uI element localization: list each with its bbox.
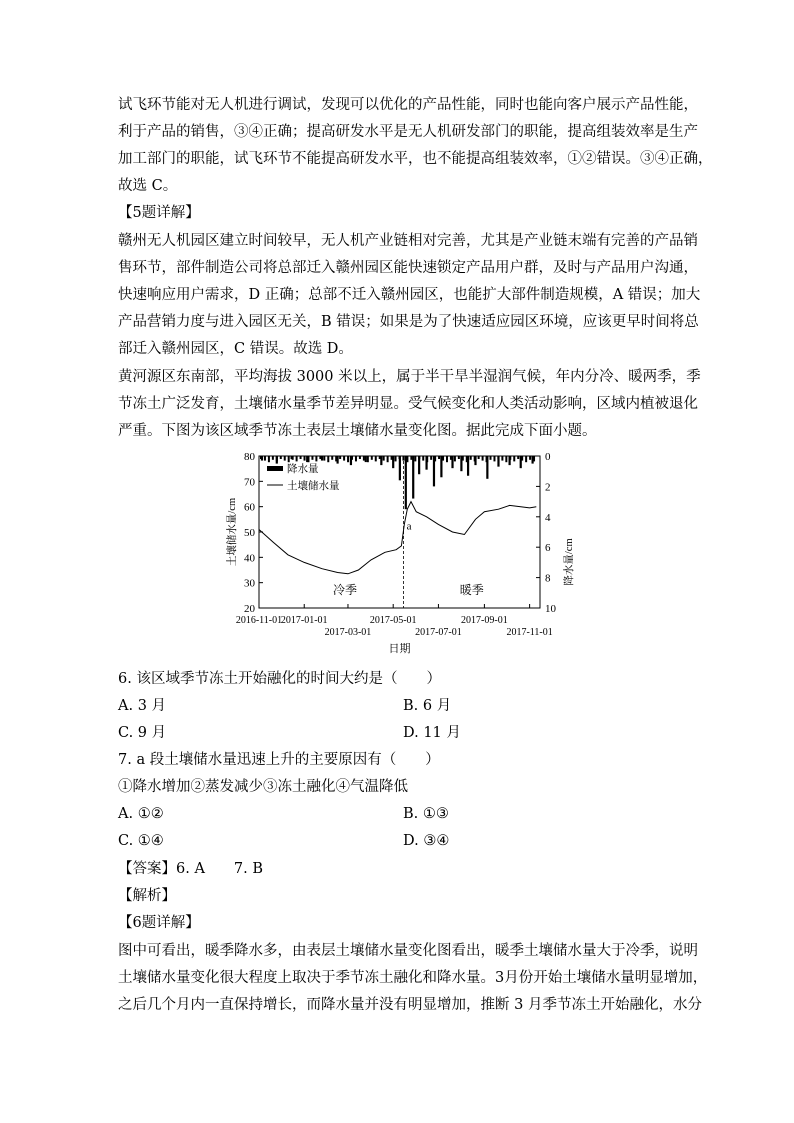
analysis-heading: 【解析】 xyxy=(118,888,176,904)
legend-label: 降水量 xyxy=(287,464,319,475)
text-line: 严重。下图为该区域季节冻土表层土壤储水量变化图。据此完成下面小题。 xyxy=(118,423,597,439)
q7-option-a: A. ①② xyxy=(118,806,164,822)
q7-option-c: C. ①④ xyxy=(118,833,164,849)
q6-option-b: B. 6 月 xyxy=(403,698,452,714)
text-line: 加工部门的职能，试飞环节不能提高研发水平，也不能提高组装效率，①②错误。③④正确， xyxy=(118,151,713,167)
legend-label: 土壤储水量 xyxy=(287,481,340,492)
text-line: 售环节，部件制造公司将总部迁入赣州园区能快速锁定产品用户群，及时与产品用户沟通， xyxy=(118,260,698,276)
q6-option-c: C. 9 月 xyxy=(118,725,167,741)
y-right-tick-label: 2 xyxy=(545,481,551,494)
text-line: 土壤储水量变化很大程度上取决于季节冻土融化和降水量。3月份开始土壤储水量明显增加， xyxy=(118,970,708,986)
y-left-axis-title: 土壤储水量/cm xyxy=(227,497,238,567)
question-6: 6. 该区域季节冻土开始融化的时间大约是（ ） xyxy=(118,671,441,687)
y-right-tick-label: 6 xyxy=(545,542,551,555)
x-tick-label: 2017-09-01 xyxy=(461,615,508,626)
x-tick-label: 2017-03-01 xyxy=(324,627,372,638)
x-tick-label: 2017-05-01 xyxy=(369,615,417,626)
section-heading: 【6题详解】 xyxy=(118,915,200,931)
y-left-tick-label: 30 xyxy=(244,577,255,590)
x-tick-label: 2016-11-01 xyxy=(235,615,283,626)
y-left-tick-label: 70 xyxy=(244,476,255,489)
question-7-items: ①降水增加②蒸发减少③冻土融化④气温降低 xyxy=(118,779,408,795)
q7-option-b: B. ①③ xyxy=(403,806,449,822)
y-right-tick-label: 4 xyxy=(545,511,551,524)
annotation-a: a xyxy=(406,520,412,533)
y-left-tick-label: 50 xyxy=(244,527,255,539)
question-7: 7. a 段土壤储水量迅速上升的主要原因有（ ） xyxy=(118,752,440,768)
x-tick-label: 2017-11-01 xyxy=(506,627,553,638)
y-left-tick-label: 60 xyxy=(244,501,255,514)
text-line: 试飞环节能对无人机进行调试，发现可以优化的产品性能，同时也能向客户展示产品性能， xyxy=(118,97,698,113)
q6-option-a: A. 3 月 xyxy=(118,698,167,714)
y-left-tick-label: 80 xyxy=(244,451,255,463)
section-heading: 【5题详解】 xyxy=(118,205,200,221)
text-line: 之后几个月内一直保持增长，而降水量并没有明显增加，推断 3 月季节冻土开始融化，水分 xyxy=(118,997,702,1013)
season-label-warm: 暖季 xyxy=(459,583,484,597)
q7-option-d: D. ③④ xyxy=(403,833,450,849)
season-label-cold: 冷季 xyxy=(332,583,358,597)
text-line: 部迁入赣州园区，C 错误。故选 D。 xyxy=(118,341,353,357)
y-right-tick-label: 0 xyxy=(545,451,551,463)
y-left-tick-label: 40 xyxy=(244,552,255,565)
text-line: 节冻土广泛发育，土壤储水量季节差异明显。受气候变化和人类活动影响，区域内植被退化 xyxy=(118,396,698,412)
soil-water-line xyxy=(259,502,536,574)
text-line: 快速响应用户需求，D 正确；总部不迁入赣州园区，也能扩大部件制造规模，A 错误；加大 xyxy=(118,287,701,303)
text-line: 赣州无人机园区建立时间较早，无人机产业链相对完善，尤其是产业链末端有完善的产品销 xyxy=(118,233,698,249)
q6-option-d: D. 11 月 xyxy=(403,725,461,741)
text-line: 利于产品的销售，③④正确；提高研发水平是无人机研发部门的职能，提高组装效率是生产 xyxy=(118,124,698,140)
text-line: 故选 C。 xyxy=(118,178,178,194)
x-tick-label: 2017-07-01 xyxy=(415,627,462,638)
text-line: 产品营销力度与进入园区无关，B 错误；如果是为了快速适应园区环境，应该更早时间将总 xyxy=(118,314,699,330)
y-right-tick-label: 8 xyxy=(545,572,551,585)
legend-swatch-precip xyxy=(267,466,283,471)
x-tick-label: 2017-01-01 xyxy=(280,615,328,626)
x-axis-title: 日期 xyxy=(388,643,411,655)
text-line: 图中可看出，暖季降水多，由表层土壤储水量变化图看出，暖季土壤储水量大于冷季，说明 xyxy=(118,943,698,959)
y-left-tick-label: 20 xyxy=(244,603,255,615)
y-right-tick-label: 10 xyxy=(545,603,556,615)
text-line: 黄河源区东南部，平均海拔 3000 米以上，属于半干旱半湿润气候，年内分冷、暖两季，季 xyxy=(118,369,701,385)
y-right-axis-title: 降水量/cm xyxy=(564,538,575,586)
answer-line: 【答案】6. A 7. B xyxy=(118,861,264,877)
soil-water-chart xyxy=(215,448,585,660)
